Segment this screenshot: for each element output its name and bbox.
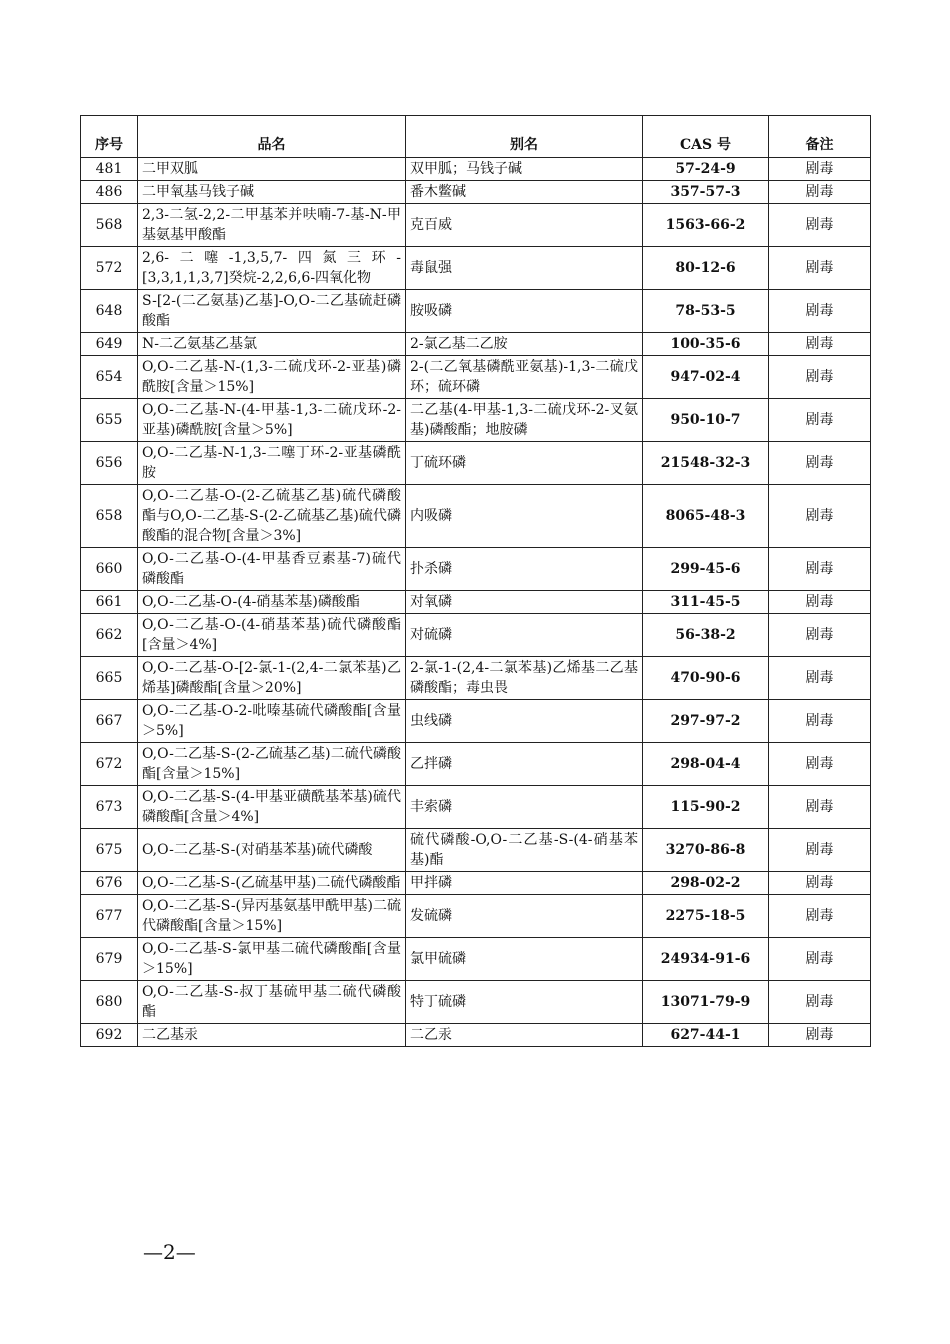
- cas-number-cell: 297-97-2: [643, 700, 769, 743]
- header-product-name: 品名: [138, 116, 406, 158]
- remark-cell: 剧毒: [769, 548, 871, 591]
- serial-cell: 648: [81, 290, 138, 333]
- product-name-cell: 2,3-二氢-2,2-二甲基苯并呋喃-7-基-N-甲基氨基甲酸酯: [138, 204, 406, 247]
- remark-cell: 剧毒: [769, 829, 871, 872]
- serial-cell: 675: [81, 829, 138, 872]
- cas-number-cell: 8065-48-3: [643, 485, 769, 548]
- header-alias: 别名: [406, 116, 643, 158]
- serial-cell: 665: [81, 657, 138, 700]
- alias-cell: 克百威: [406, 204, 643, 247]
- serial-cell: 660: [81, 548, 138, 591]
- product-name-cell: O,O-二乙基-O-(4-硝基苯基)磷酸酯: [138, 591, 406, 614]
- serial-cell: 654: [81, 356, 138, 399]
- serial-cell: 680: [81, 981, 138, 1024]
- remark-cell: 剧毒: [769, 938, 871, 981]
- remark-cell: 剧毒: [769, 872, 871, 895]
- table-row: [81, 442, 871, 485]
- serial-cell: 658: [81, 485, 138, 548]
- cas-number-cell: 627-44-1: [643, 1024, 769, 1047]
- cas-number-cell: 1563-66-2: [643, 204, 769, 247]
- page-number: —2—: [143, 1240, 196, 1264]
- table-row: [81, 399, 871, 442]
- table-row: [81, 872, 871, 895]
- serial-cell: 667: [81, 700, 138, 743]
- cas-number-cell: 947-02-4: [643, 356, 769, 399]
- cas-number-cell: 311-45-5: [643, 591, 769, 614]
- table-row: [81, 356, 871, 399]
- product-name-cell: O,O-二乙基-S-氯甲基二硫代磷酸酯[含量＞15%]: [138, 938, 406, 981]
- table-row: [81, 938, 871, 981]
- product-name-cell: O,O-二乙基-O-2-吡嗪基硫代磷酸酯[含量＞5%]: [138, 700, 406, 743]
- serial-cell: 572: [81, 247, 138, 290]
- serial-cell: 662: [81, 614, 138, 657]
- product-name-cell: O,O-二乙基-O-[2-氯-1-(2,4-二氯苯基)乙烯基]磷酸酯[含量＞20%]: [138, 657, 406, 700]
- table-row: [81, 548, 871, 591]
- product-name-cell: O,O-二乙基-N-(4-甲基-1,3-二硫戊环-2-亚基)磷酰胺[含量＞5%]: [138, 399, 406, 442]
- serial-cell: 486: [81, 181, 138, 204]
- table-row: [81, 614, 871, 657]
- cas-number-cell: 24934-91-6: [643, 938, 769, 981]
- remark-cell: 剧毒: [769, 356, 871, 399]
- cas-number-cell: 357-57-3: [643, 181, 769, 204]
- table-row: [81, 829, 871, 872]
- product-name-cell: O,O-二乙基-S-(异丙基氨基甲酰甲基)二硫代磷酸酯[含量＞15%]: [138, 895, 406, 938]
- remark-cell: 剧毒: [769, 181, 871, 204]
- hazardous-chemicals-table: [80, 115, 871, 1047]
- serial-cell: 661: [81, 591, 138, 614]
- alias-cell: 氯甲硫磷: [406, 938, 643, 981]
- cas-number-cell: 298-04-4: [643, 743, 769, 786]
- serial-cell: 692: [81, 1024, 138, 1047]
- alias-cell: 番木鳖碱: [406, 181, 643, 204]
- alias-cell: 丰索磷: [406, 786, 643, 829]
- serial-cell: 677: [81, 895, 138, 938]
- alias-cell: 2-氯-1-(2,4-二氯苯基)乙烯基二乙基磷酸酯；毒虫畏: [406, 657, 643, 700]
- product-name-cell: N-二乙氨基乙基氯: [138, 333, 406, 356]
- remark-cell: 剧毒: [769, 700, 871, 743]
- remark-cell: 剧毒: [769, 1024, 871, 1047]
- remark-cell: 剧毒: [769, 657, 871, 700]
- serial-cell: 655: [81, 399, 138, 442]
- product-name-cell: O,O-二乙基-S-(乙硫基甲基)二硫代磷酸酯: [138, 872, 406, 895]
- remark-cell: 剧毒: [769, 614, 871, 657]
- table-row: [81, 1024, 871, 1047]
- product-name-cell: 2,6-二噻-1,3,5,7-四氮三环-[3,3,1,1,3,7]癸烷-2,2,6,6-四氧化物: [138, 247, 406, 290]
- table-row: [81, 247, 871, 290]
- cas-number-cell: 470-90-6: [643, 657, 769, 700]
- serial-cell: 568: [81, 204, 138, 247]
- alias-cell: 特丁硫磷: [406, 981, 643, 1024]
- table-row: [81, 657, 871, 700]
- cas-number-cell: 78-53-5: [643, 290, 769, 333]
- alias-cell: 丁硫环磷: [406, 442, 643, 485]
- remark-cell: 剧毒: [769, 204, 871, 247]
- serial-cell: 676: [81, 872, 138, 895]
- alias-cell: 胺吸磷: [406, 290, 643, 333]
- cas-number-cell: 3270-86-8: [643, 829, 769, 872]
- cas-number-cell: 298-02-2: [643, 872, 769, 895]
- table-row: [81, 743, 871, 786]
- cas-number-cell: 100-35-6: [643, 333, 769, 356]
- product-name-cell: S-[2-(二乙氨基)乙基]-O,O-二乙基硫赶磷酸酯: [138, 290, 406, 333]
- cas-number-cell: 80-12-6: [643, 247, 769, 290]
- cas-number-cell: 57-24-9: [643, 158, 769, 181]
- product-name-cell: 二甲氧基马钱子碱: [138, 181, 406, 204]
- alias-cell: 2-氯乙基二乙胺: [406, 333, 643, 356]
- alias-cell: 乙拌磷: [406, 743, 643, 786]
- cas-number-cell: 2275-18-5: [643, 895, 769, 938]
- serial-cell: 679: [81, 938, 138, 981]
- table-row: [81, 786, 871, 829]
- alias-cell: 双甲胍；马钱子碱: [406, 158, 643, 181]
- table-row: [81, 158, 871, 181]
- cas-number-cell: 299-45-6: [643, 548, 769, 591]
- product-name-cell: O,O-二乙基-O-(4-硝基苯基)硫代磷酸酯[含量＞4%]: [138, 614, 406, 657]
- table-body: [81, 158, 871, 1047]
- remark-cell: 剧毒: [769, 290, 871, 333]
- remark-cell: 剧毒: [769, 981, 871, 1024]
- product-name-cell: O,O-二乙基-O-(2-乙硫基乙基)硫代磷酸酯与O,O-二乙基-S-(2-乙硫基乙基)硫代磷酸酯的混合物[含量＞3%]: [138, 485, 406, 548]
- remark-cell: 剧毒: [769, 485, 871, 548]
- table-row: [81, 333, 871, 356]
- serial-cell: 673: [81, 786, 138, 829]
- alias-cell: 发硫磷: [406, 895, 643, 938]
- remark-cell: 剧毒: [769, 591, 871, 614]
- remark-cell: 剧毒: [769, 247, 871, 290]
- product-name-cell: O,O-二乙基-O-(4-甲基香豆素基-7)硫代磷酸酯: [138, 548, 406, 591]
- header-remark: 备注: [769, 116, 871, 158]
- alias-cell: 2-(二乙氧基磷酰亚氨基)-1,3-二硫戊环；硫环磷: [406, 356, 643, 399]
- alias-cell: 二乙基(4-甲基-1,3-二硫戊环-2-叉氨基)磷酸酯；地胺磷: [406, 399, 643, 442]
- table-row: [81, 591, 871, 614]
- header-serial: 序号: [81, 116, 138, 158]
- product-name-cell: O,O-二乙基-N-(1,3-二硫戊环-2-亚基)磷酰胺[含量＞15%]: [138, 356, 406, 399]
- alias-cell: 对硫磷: [406, 614, 643, 657]
- table-row: [81, 700, 871, 743]
- serial-cell: 672: [81, 743, 138, 786]
- product-name-cell: 二甲双胍: [138, 158, 406, 181]
- remark-cell: 剧毒: [769, 743, 871, 786]
- table-row: [81, 485, 871, 548]
- product-name-cell: O,O-二乙基-S-(对硝基苯基)硫代磷酸: [138, 829, 406, 872]
- cas-number-cell: 950-10-7: [643, 399, 769, 442]
- cas-number-cell: 13071-79-9: [643, 981, 769, 1024]
- remark-cell: 剧毒: [769, 158, 871, 181]
- alias-cell: 对氧磷: [406, 591, 643, 614]
- cas-number-cell: 21548-32-3: [643, 442, 769, 485]
- serial-cell: 656: [81, 442, 138, 485]
- table-row: [81, 181, 871, 204]
- product-name-cell: O,O-二乙基-S-(4-甲基亚磺酰基苯基)硫代磷酸酯[含量＞4%]: [138, 786, 406, 829]
- alias-cell: 内吸磷: [406, 485, 643, 548]
- cas-number-cell: 115-90-2: [643, 786, 769, 829]
- remark-cell: 剧毒: [769, 442, 871, 485]
- alias-cell: 扑杀磷: [406, 548, 643, 591]
- remark-cell: 剧毒: [769, 895, 871, 938]
- table-row: [81, 290, 871, 333]
- table-row: [81, 981, 871, 1024]
- product-name-cell: O,O-二乙基-N-1,3-二噻丁环-2-亚基磷酰胺: [138, 442, 406, 485]
- serial-cell: 481: [81, 158, 138, 181]
- alias-cell: 甲拌磷: [406, 872, 643, 895]
- serial-cell: 649: [81, 333, 138, 356]
- remark-cell: 剧毒: [769, 786, 871, 829]
- table-row: [81, 204, 871, 247]
- product-name-cell: 二乙基汞: [138, 1024, 406, 1047]
- remark-cell: 剧毒: [769, 333, 871, 356]
- cas-number-cell: 56-38-2: [643, 614, 769, 657]
- alias-cell: 虫线磷: [406, 700, 643, 743]
- remark-cell: 剧毒: [769, 399, 871, 442]
- alias-cell: 二乙汞: [406, 1024, 643, 1047]
- alias-cell: 硫代磷酸-O,O-二乙基-S-(4-硝基苯基)酯: [406, 829, 643, 872]
- table-row: [81, 895, 871, 938]
- header-cas-number: CAS 号: [643, 116, 769, 158]
- product-name-cell: O,O-二乙基-S-叔丁基硫甲基二硫代磷酸酯: [138, 981, 406, 1024]
- table-header-row: [81, 116, 871, 158]
- product-name-cell: O,O-二乙基-S-(2-乙硫基乙基)二硫代磷酸酯[含量＞15%]: [138, 743, 406, 786]
- alias-cell: 毒鼠强: [406, 247, 643, 290]
